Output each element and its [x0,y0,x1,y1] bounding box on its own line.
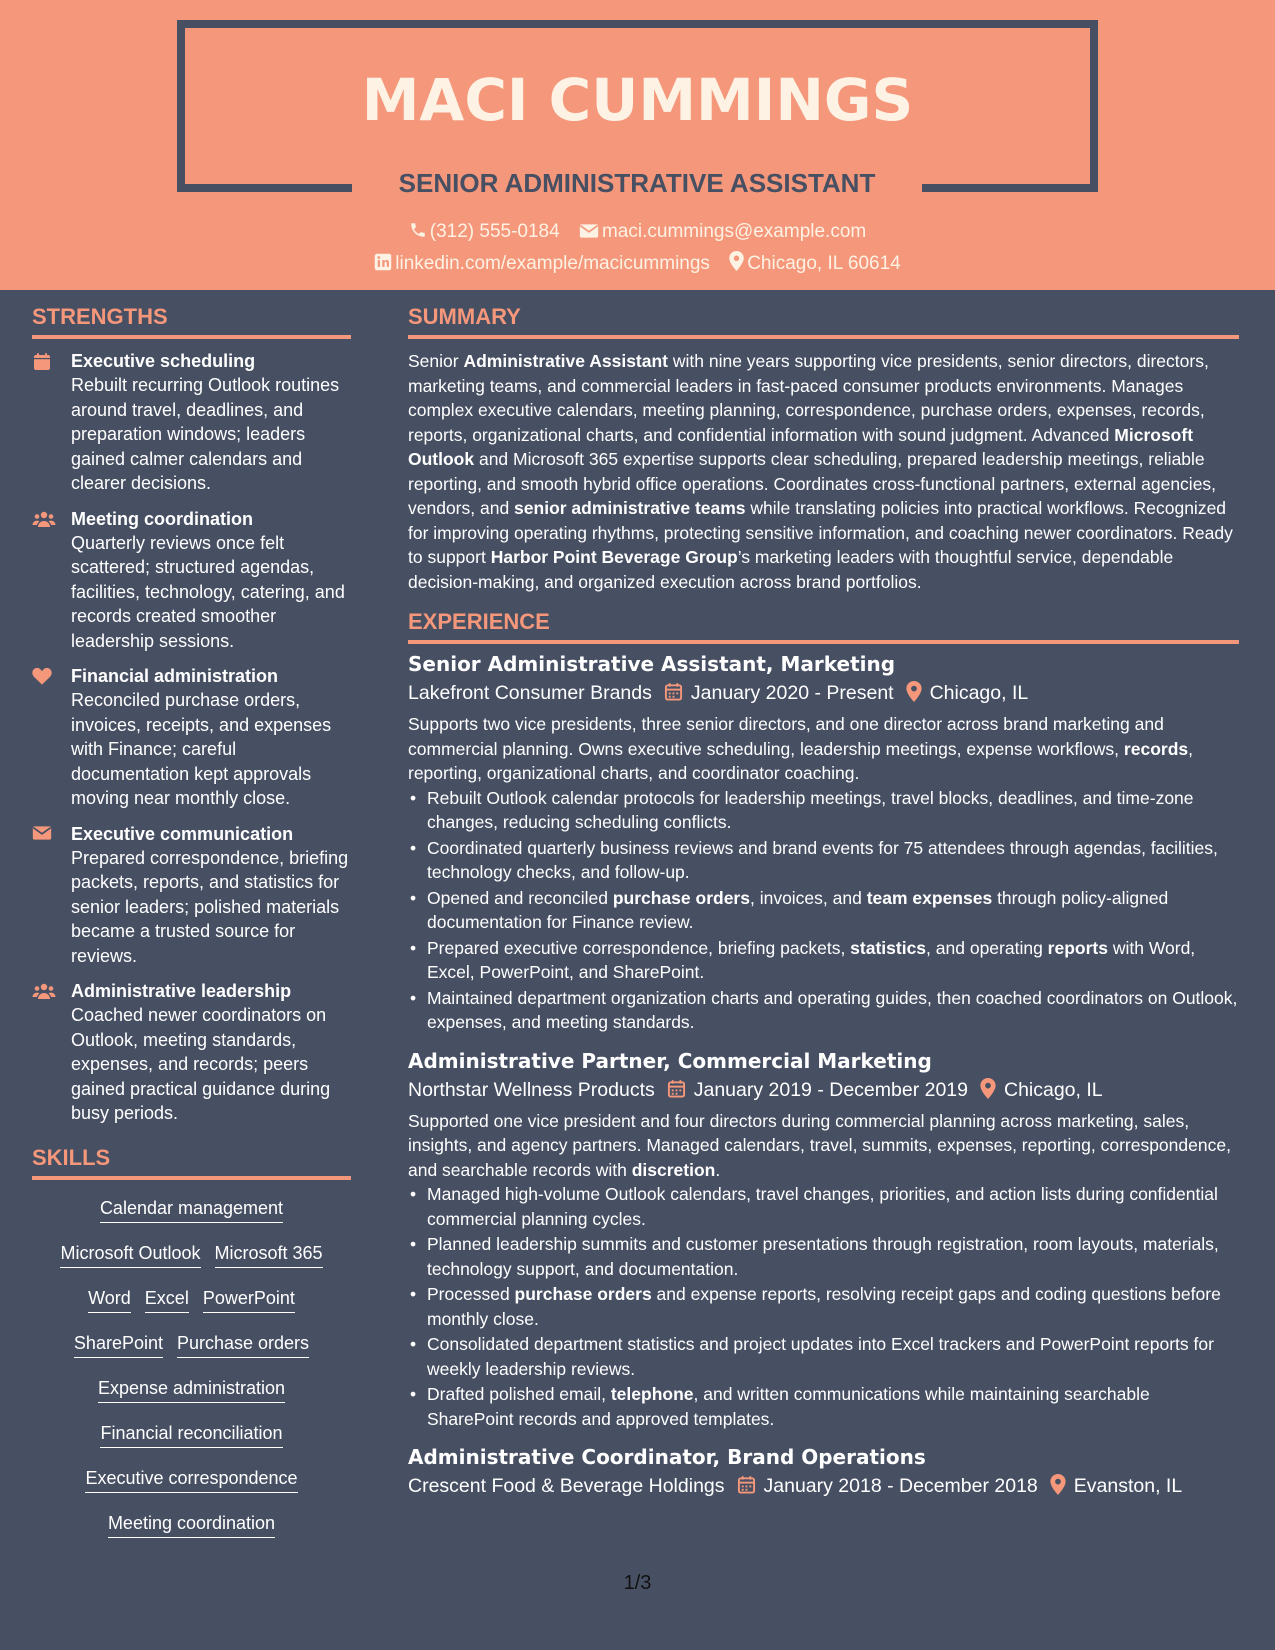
skill-tag: Excel [145,1286,189,1313]
job-meta [408,678,1239,708]
text-run: Supported one vice president and four directors during commercial planning across marketing, sales, insights, and agency partners. Managed calendars, travel, summits, expenses, reporting, correspondence, and searchable records with [408,1110,1231,1180]
text-run: , reporting, organizational charts, and coordinator coaching. [408,738,1193,783]
phone-icon [409,221,427,239]
text-run: Consolidated department statistics and project updates into Excel trackers and PowerPoint reports for weekly leadership reviews. [427,1334,1214,1379]
linkedin-contact[interactable] [374,251,710,277]
bold-text: team expenses [866,887,993,908]
calendar-icon [667,1079,686,1099]
text-run: Coordinated quarterly business reviews and brand events for 75 attendees through agendas, facilities, technology checks, and follow-up. [427,837,1218,882]
location-contact [729,251,901,277]
contact-row-1 [0,219,1275,245]
text-run: while translating policies into practical workflows. Recognized for improving operating rhythms, protecting sensitive information, and coaching newer coordinators. Ready to support [408,498,1233,567]
text-run: Planned leadership summits and customer presentations through registration, room layouts, materials, technology support, and documentation. [427,1234,1219,1279]
company-name: Lakefront Consumer Brands [408,682,652,704]
bold-text: senior administrative teams [514,498,746,518]
email-contact[interactable] [579,219,866,245]
strength-description: Coached newer coordinators on Outlook, meeting standards, expenses, and records; peers gained practical guidance during busy periods. [71,1005,331,1123]
company-name: Crescent Food & Beverage Holdings [408,1475,725,1497]
skill-tag: Expense administration [98,1376,285,1403]
job-location [906,678,1029,708]
skill-tag: Microsoft 365 [215,1241,323,1268]
calendar-icon [32,349,71,496]
text-run: through policy-aligned documentation for Finance review. [427,887,1169,932]
job-location-text: Evanston, IL [1073,1475,1183,1497]
text-run: and Microsoft 365 expertise supports clear scheduling, prepared leadership meetings, reliable reporting, and smooth hybrid office operations. Coordinates cross-functional partners, external agencies, vendors, and [408,449,1217,518]
text-run: Processed [427,1284,515,1304]
users-icon [32,979,71,1126]
strength-item [32,822,351,969]
bullet-item [408,1332,1239,1381]
strengths-list [32,349,351,1126]
strength-body [71,822,351,969]
job-meta [408,1471,1239,1501]
candidate-name: MACI CUMMINGS [361,66,914,134]
text-run: , and written communications while maintaining searchable SharePoint records and approved templates. [427,1384,1150,1429]
job-entry [408,1047,1239,1432]
strength-item [32,349,351,496]
job-bullets [408,1182,1239,1431]
skill-tag: Calendar management [100,1196,283,1223]
job-entry [408,650,1239,1035]
job-description [408,712,1239,786]
strength-description: Quarterly reviews once felt scattered; structured agendas, facilities, technology, catering, and records created smoother leadership sessions. [71,532,345,651]
bold-text: reports [1047,937,1108,958]
bold-text: discretion [631,1159,716,1180]
strength-title: Executive scheduling [71,351,256,371]
text-run: Managed high-volume Outlook calendars, travel changes, priorities, and action lists during confidential commercial planning cycles. [427,1184,1218,1229]
bold-text: records [1123,738,1189,759]
skill-tag: Executive correspondence [85,1466,297,1493]
strength-item [32,664,351,811]
heart-icon [32,664,71,811]
bullet-item [408,1232,1239,1281]
bullet-item [408,786,1239,835]
strength-description: Rebuilt recurring Outlook routines around travel, deadlines, and preparation windows; leaders gained calmer calendars and clearer decisions. [71,375,340,493]
header [0,0,1275,290]
linkedin-icon [374,253,392,271]
map-pin-icon [1050,1474,1066,1495]
skill-tag: Word [88,1286,131,1313]
company-name: Northstar Wellness Products [408,1078,655,1101]
job-location-text: Chicago, IL [1003,1078,1103,1101]
bold-text: purchase orders [514,1284,652,1304]
bullet-item [408,1282,1239,1331]
right-column [408,303,1239,1513]
skill-tag: Microsoft Outlook [60,1241,200,1268]
users-icon [32,507,71,654]
jobs-list [408,650,1239,1501]
skill-tag: PowerPoint [203,1286,295,1313]
strength-item [32,979,351,1126]
job-location [980,1075,1103,1105]
bold-text: purchase orders [612,887,750,908]
job-dates-text: January 2018 - December 2018 [763,1475,1038,1497]
job-meta [408,1075,1239,1105]
bullet-item [408,936,1239,985]
bold-text: statistics [850,937,927,958]
skill-row [32,1196,351,1224]
strength-body [71,664,351,811]
left-column [32,303,351,1556]
job-dates-text: January 2019 - December 2019 [693,1078,968,1101]
phone-contact[interactable] [409,219,560,245]
strength-item [32,507,351,654]
text-run: . [715,1159,721,1180]
skill-row [32,1421,351,1449]
strength-body [71,349,351,496]
text-run: Rebuilt Outlook calendar protocols for leadership meetings, travel blocks, deadlines, and time-zone changes, reducing scheduling conflicts. [427,787,1194,832]
email-text: maci.cummings@example.com [601,221,867,242]
skill-row [32,1511,351,1539]
skill-row [32,1466,351,1494]
skill-tag: Purchase orders [177,1331,309,1358]
strengths-heading: STRENGTHS [32,303,351,339]
job-entry [408,1443,1239,1501]
map-pin-icon [729,251,744,271]
page-number: 1/3 [623,1572,652,1594]
skill-row [32,1376,351,1404]
strength-title: Executive communication [71,823,294,844]
summary-heading: SUMMARY [408,303,1239,339]
skill-row [32,1286,351,1314]
contact-row-2 [0,251,1275,277]
bullet-item [408,1382,1239,1431]
strength-body [71,507,351,654]
strength-title: Meeting coordination [71,508,253,529]
job-description [408,1109,1239,1183]
text-run: Prepared executive correspondence, briefing packets, [427,937,851,958]
bullet-item [408,1182,1239,1231]
text-run: Supports two vice presidents, three senior directors, and one director across brand marketing and commercial planning. Owns executive scheduling, leadership meetings, expense workflows, [408,714,1164,759]
skills-list [32,1190,351,1539]
strength-description: Reconciled purchase orders, invoices, receipts, and expenses with Finance; careful documentation kept approvals moving near monthly close. [71,690,332,808]
linkedin-text: linkedin.com/example/macicummings [395,253,710,274]
text-run: , invoices, and [749,887,867,908]
strength-description: Prepared correspondence, briefing packets, reports, and statistics for senior leaders; polished materials became a trusted source for reviews. [71,847,349,966]
text-run: Maintained department organization charts and operating guides, then coached coordinators on Outlook, expenses, and meeting standards. [427,987,1238,1032]
skill-tag: Meeting coordination [108,1511,275,1538]
strength-title: Financial administration [71,666,279,686]
text-run: ’s marketing leaders with thoughtful service, dependable decision-making, and organized execution across brand portfolios. [408,547,1174,592]
bold-text: Microsoft Outlook [408,424,1194,469]
bullet-item [408,886,1239,935]
text-run: and expense reports, resolving receipt gaps and coding questions before monthly close. [427,1284,1221,1329]
bullet-item [408,986,1239,1035]
job-title: Senior Administrative Assistant, Marketing [408,652,896,676]
skills-heading: SKILLS [32,1144,351,1180]
job-location [1050,1471,1182,1501]
text-run: Drafted polished email, [427,1384,611,1404]
text-run: , and operating [926,937,1048,958]
envelope-icon [32,822,71,969]
strength-title: Administrative leadership [71,981,292,1001]
job-title: Administrative Coordinator, Brand Operations [408,1445,926,1469]
text-run: with nine years supporting vice presidents, senior directors, directors, marketing teams, and commercial leaders in fast-paced consumer products environments. Manages complex executive calendars, meeting planning, correspondence, purchase orders, expenses, records, reports, organizational charts, and confidential information with sound judgment. Advanced [408,351,1209,445]
phone-text: (312) 555-0184 [429,221,560,242]
location-text: Chicago, IL 60614 [747,253,901,274]
job-dates [667,1075,968,1105]
job-title-heading: SENIOR ADMINISTRATIVE ASSISTANT [398,168,876,198]
calendar-icon [737,1475,756,1495]
calendar-icon [664,682,683,702]
skill-row [32,1331,351,1359]
skill-tag: SharePoint [74,1331,163,1358]
bold-text: Harbor Point Beverage Group [490,547,738,567]
job-title: Administrative Partner, Commercial Marketing [408,1048,932,1073]
bold-text: telephone [610,1384,694,1404]
skill-tag: Financial reconciliation [100,1421,282,1448]
text-run: Senior [408,351,464,371]
envelope-icon [579,223,599,239]
job-bullets [408,786,1239,1035]
skill-row [32,1241,351,1269]
text-run: with Word, Excel, PowerPoint, and SharePoint. [427,937,1196,982]
text-run: Opened and reconciled [427,887,613,908]
map-pin-icon [906,681,922,702]
job-dates-text: January 2020 - Present [690,682,894,704]
summary-text [408,349,1239,594]
job-dates [664,678,894,708]
bold-text: Administrative Assistant [463,351,669,371]
bullet-item [408,836,1239,885]
experience-heading: EXPERIENCE [408,608,1239,644]
strength-body [71,979,351,1126]
map-pin-icon [980,1078,996,1099]
job-dates [737,1471,1038,1501]
job-location-text: Chicago, IL [929,682,1029,704]
